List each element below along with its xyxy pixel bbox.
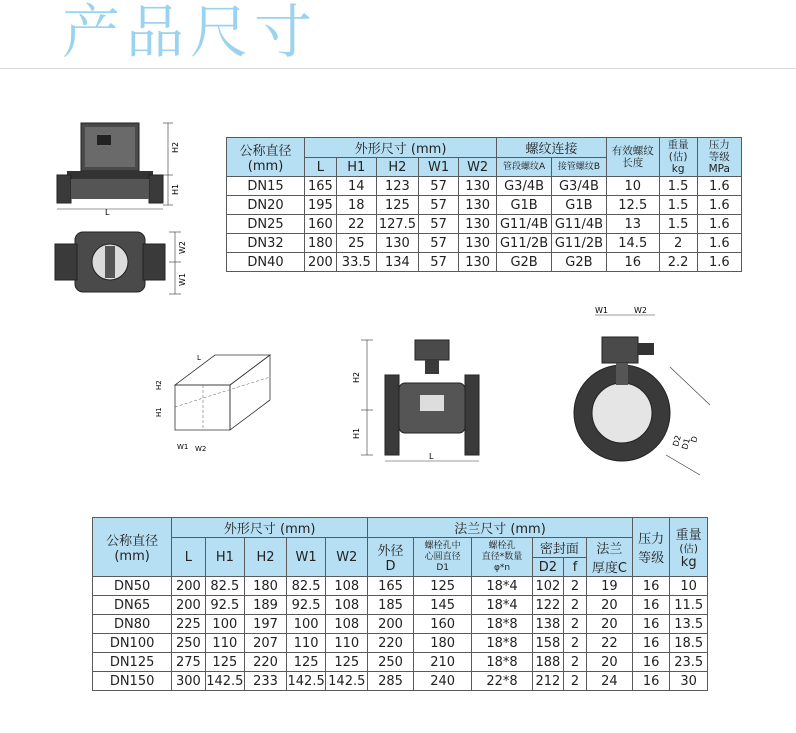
table-cell: 18*8	[472, 615, 532, 634]
table-cell: 18	[336, 196, 376, 215]
table-cell: G11/4B	[552, 215, 607, 234]
header-thread-a: 管段螺纹A	[497, 158, 552, 177]
table-cell: 110	[326, 634, 368, 653]
table-cell: DN20	[227, 196, 305, 215]
side-label-d2: D2	[671, 434, 683, 448]
table-cell: 18*8	[472, 634, 532, 653]
table-cell: DN125	[93, 653, 172, 672]
table-cell: 225	[172, 615, 205, 634]
table-cell: 145	[413, 596, 471, 615]
table-cell: 2	[564, 577, 587, 596]
table-cell: 11.5	[670, 596, 708, 615]
table-cell: 195	[305, 196, 337, 215]
header-w2: W2	[326, 538, 368, 577]
table-cell: 142.5	[206, 673, 244, 689]
table-row	[93, 615, 708, 634]
header-f: f	[564, 558, 587, 577]
table-cell: G11/2B	[552, 234, 607, 253]
side-label-w1: W1	[595, 306, 608, 315]
table-cell: 108	[326, 596, 368, 615]
threaded-meter-front-drawing	[45, 115, 195, 215]
table-row	[227, 215, 742, 234]
table-cell: 57	[419, 253, 459, 272]
table-cell: 125	[376, 196, 418, 215]
table-cell: 130	[459, 234, 497, 253]
header-pressure: 压力 等级	[632, 518, 670, 577]
table-cell: 300	[172, 672, 205, 691]
table-cell: 125	[286, 653, 326, 672]
table-cell: 1.5	[659, 215, 697, 234]
table-cell: DN65	[93, 596, 172, 615]
table-row	[227, 234, 742, 253]
header-effective-thread: 有效螺纹 长度	[606, 138, 659, 177]
side-label-w2: W2	[634, 306, 647, 315]
header-l: L	[172, 538, 205, 577]
table-cell: 18*8	[472, 653, 532, 672]
flange-spec-table	[92, 517, 708, 691]
table-cell: 1.6	[697, 215, 741, 234]
table-cell: 57	[419, 234, 459, 253]
header-d2: D2	[532, 558, 563, 577]
table-cell: DN100	[93, 634, 172, 653]
table-cell: 110	[286, 634, 326, 653]
table-cell: 2	[564, 634, 587, 653]
dim-label-h1: H1	[171, 183, 180, 195]
table-cell: 130	[376, 234, 418, 253]
header-nominal: 公称直径 (mm)	[227, 138, 305, 177]
header-l: L	[305, 158, 337, 177]
table-cell: 110	[205, 634, 245, 653]
table-cell: 82.5	[286, 577, 326, 596]
table-cell: 233	[245, 672, 287, 691]
flanged-meter-front-drawing	[345, 335, 495, 465]
box-label-h2: H2	[155, 380, 163, 390]
table-cell: 20	[586, 653, 632, 672]
table-cell: 127.5	[376, 215, 418, 234]
box-label-l: L	[197, 354, 201, 362]
table-cell: 20	[586, 596, 632, 615]
dim-label-l: L	[105, 208, 110, 215]
table-row	[93, 634, 708, 653]
table-cell: 1.5	[659, 196, 697, 215]
table-cell: 18.5	[670, 634, 708, 653]
table-cell: 200	[305, 253, 337, 272]
table-row	[93, 596, 708, 615]
flanged-meter-side-drawing	[570, 305, 720, 480]
table-cell: 24	[586, 672, 632, 691]
table-cell: 92.5	[205, 596, 245, 615]
header-thread-b: 接管螺纹B	[552, 158, 607, 177]
table-cell: G2B	[552, 253, 607, 272]
table-cell: 185	[368, 596, 414, 615]
threaded-spec-table	[226, 137, 742, 272]
table-cell: DN32	[227, 234, 305, 253]
table-cell: 1.6	[697, 177, 741, 196]
table-cell: G2B	[497, 253, 552, 272]
table-cell: DN80	[93, 615, 172, 634]
table-row	[227, 253, 742, 272]
table-cell: 1.6	[697, 234, 741, 253]
header-outline: 外形尺寸 (mm)	[172, 518, 368, 538]
table-cell: 13.5	[670, 615, 708, 634]
table-cell: DN50	[93, 577, 172, 596]
table-cell: 20	[586, 615, 632, 634]
table-cell: 165	[368, 577, 414, 596]
table-cell: 165	[305, 177, 337, 196]
table-cell: 14.5	[606, 234, 659, 253]
table-cell: 200	[368, 615, 414, 634]
table-cell: DN25	[227, 215, 305, 234]
table-cell: DN150	[93, 672, 172, 691]
box-label-w1: W1	[177, 443, 189, 451]
table-cell: 197	[245, 615, 287, 634]
header-weight: 重量 (估) kg	[670, 518, 708, 577]
table-cell: 10	[606, 177, 659, 196]
table-cell: 16	[632, 615, 670, 634]
header-bolt-hole: 螺栓孔 直径*数量 φ*n	[472, 538, 532, 577]
header-weight: 重量 (估) kg	[659, 138, 697, 177]
table-cell: 1.6	[697, 196, 741, 215]
box-label-h1: H1	[155, 407, 163, 417]
table-cell: 122	[532, 596, 563, 615]
table-cell: 30	[670, 672, 708, 691]
table-cell: 22	[336, 215, 376, 234]
table-cell: 18*4	[472, 577, 532, 596]
title-divider	[0, 68, 796, 69]
flange-label-h1: H1	[352, 427, 361, 439]
table-cell: 16	[632, 634, 670, 653]
table-cell: 180	[305, 234, 337, 253]
table-cell: 125	[205, 653, 245, 672]
table-cell: 2	[659, 234, 697, 253]
table-cell: 142.5	[326, 672, 368, 691]
header-h1: H1	[205, 538, 245, 577]
table-cell: 180	[413, 634, 471, 653]
header-nominal: 公称直径 (mm)	[93, 518, 172, 577]
table-cell: 134	[376, 253, 418, 272]
table-cell: 212	[532, 672, 563, 691]
table-cell: 250	[368, 653, 414, 672]
table-cell: 102	[532, 577, 563, 596]
table-cell: 92.5	[286, 596, 326, 615]
table-cell: 12.5	[606, 196, 659, 215]
header-flange-thk: 法兰 厚度C	[586, 538, 632, 577]
table-cell: 130	[459, 196, 497, 215]
table-row	[93, 672, 708, 691]
table-cell: 10	[670, 577, 708, 596]
table-cell: 1.5	[659, 177, 697, 196]
table-cell: 250	[172, 634, 205, 653]
table-cell: 285	[368, 672, 414, 691]
table-cell: 16	[632, 596, 670, 615]
header-flange: 法兰尺寸 (mm)	[368, 518, 633, 538]
table-cell: 125	[326, 653, 368, 672]
table-cell: 16	[606, 253, 659, 272]
table-cell: 2	[564, 672, 587, 691]
table-cell: 200	[172, 596, 205, 615]
table-cell: 189	[245, 596, 287, 615]
table-cell: 220	[368, 634, 414, 653]
table-cell: DN40	[227, 253, 305, 272]
table-cell: 142.5	[287, 673, 325, 689]
dim-label-w1: W1	[178, 273, 187, 286]
dim-label-h2: H2	[171, 141, 180, 153]
threaded-meter-top-drawing	[45, 222, 195, 302]
flange-label-l: L	[429, 452, 434, 461]
table-cell: 125	[413, 577, 471, 596]
table-cell: 57	[419, 215, 459, 234]
table-cell: 130	[459, 177, 497, 196]
side-label-d1: D1	[680, 437, 692, 451]
table-cell: 188	[532, 653, 563, 672]
table-cell: G3/4B	[552, 177, 607, 196]
header-seal: 密封面	[532, 538, 586, 558]
table-cell: 108	[326, 577, 368, 596]
table-cell: 158	[532, 634, 563, 653]
table-cell: G3/4B	[497, 177, 552, 196]
table-cell: 100	[286, 615, 326, 634]
table-cell: 160	[413, 615, 471, 634]
table-cell: 2	[564, 615, 587, 634]
header-w1: W1	[286, 538, 326, 577]
table-cell: 2	[564, 596, 587, 615]
table-cell: G1B	[552, 196, 607, 215]
table-cell: 130	[459, 215, 497, 234]
table-cell: 130	[459, 253, 497, 272]
header-outline: 外形尺寸 (mm)	[305, 138, 497, 158]
box-label-w2: W2	[195, 445, 207, 453]
table-cell: 22*8	[472, 672, 532, 691]
table-cell: 240	[413, 672, 471, 691]
table-cell: 57	[419, 177, 459, 196]
table-cell: G11/2B	[497, 234, 552, 253]
table-row	[93, 577, 708, 596]
table-cell: 138	[532, 615, 563, 634]
header-bolt-circle: 螺栓孔中 心圆直径 D1	[413, 538, 471, 577]
header-h2: H2	[245, 538, 287, 577]
table-cell: 275	[172, 653, 205, 672]
table-cell: 16	[632, 577, 670, 596]
table-cell: 57	[419, 196, 459, 215]
table-row	[227, 177, 742, 196]
table-row	[93, 653, 708, 672]
header-thread: 螺纹连接	[497, 138, 607, 158]
header-outer-dia: 外径 D	[368, 538, 414, 577]
table-cell: 23.5	[670, 653, 708, 672]
dim-label-w2: W2	[178, 241, 187, 254]
header-pressure: 压力 等级 MPa	[697, 138, 741, 177]
header-w2: W2	[459, 158, 497, 177]
table-cell: 100	[205, 615, 245, 634]
table-cell: 82.5	[205, 577, 245, 596]
side-label-d: D	[689, 435, 700, 444]
table-cell: 1.6	[697, 253, 741, 272]
table-cell: 123	[376, 177, 418, 196]
box-dimension-drawing	[155, 345, 275, 455]
table-cell: 220	[245, 653, 287, 672]
table-cell: 180	[245, 577, 287, 596]
table-cell: 14	[336, 177, 376, 196]
table-cell: 19	[586, 577, 632, 596]
table-cell: 33.5	[336, 253, 376, 272]
table-cell: G11/4B	[497, 215, 552, 234]
header-h1: H1	[336, 158, 376, 177]
table-cell: 160	[305, 215, 337, 234]
header-w1: W1	[419, 158, 459, 177]
table-cell: DN15	[227, 177, 305, 196]
flange-label-h2: H2	[352, 371, 361, 383]
table-cell: 22	[586, 634, 632, 653]
table-cell: 200	[172, 577, 205, 596]
table-row	[227, 196, 742, 215]
table-cell: 13	[606, 215, 659, 234]
table-cell: 16	[632, 653, 670, 672]
page-title: 产品尺寸	[62, 0, 319, 66]
table-cell: 210	[413, 653, 471, 672]
header-h2: H2	[376, 158, 418, 177]
table-cell: G1B	[497, 196, 552, 215]
table-cell: 2.2	[659, 253, 697, 272]
table-cell: 2	[564, 653, 587, 672]
table-cell: 18*4	[472, 596, 532, 615]
table-cell: 16	[632, 672, 670, 691]
table-cell: 108	[326, 615, 368, 634]
table-cell: 207	[245, 634, 287, 653]
table-cell: 25	[336, 234, 376, 253]
